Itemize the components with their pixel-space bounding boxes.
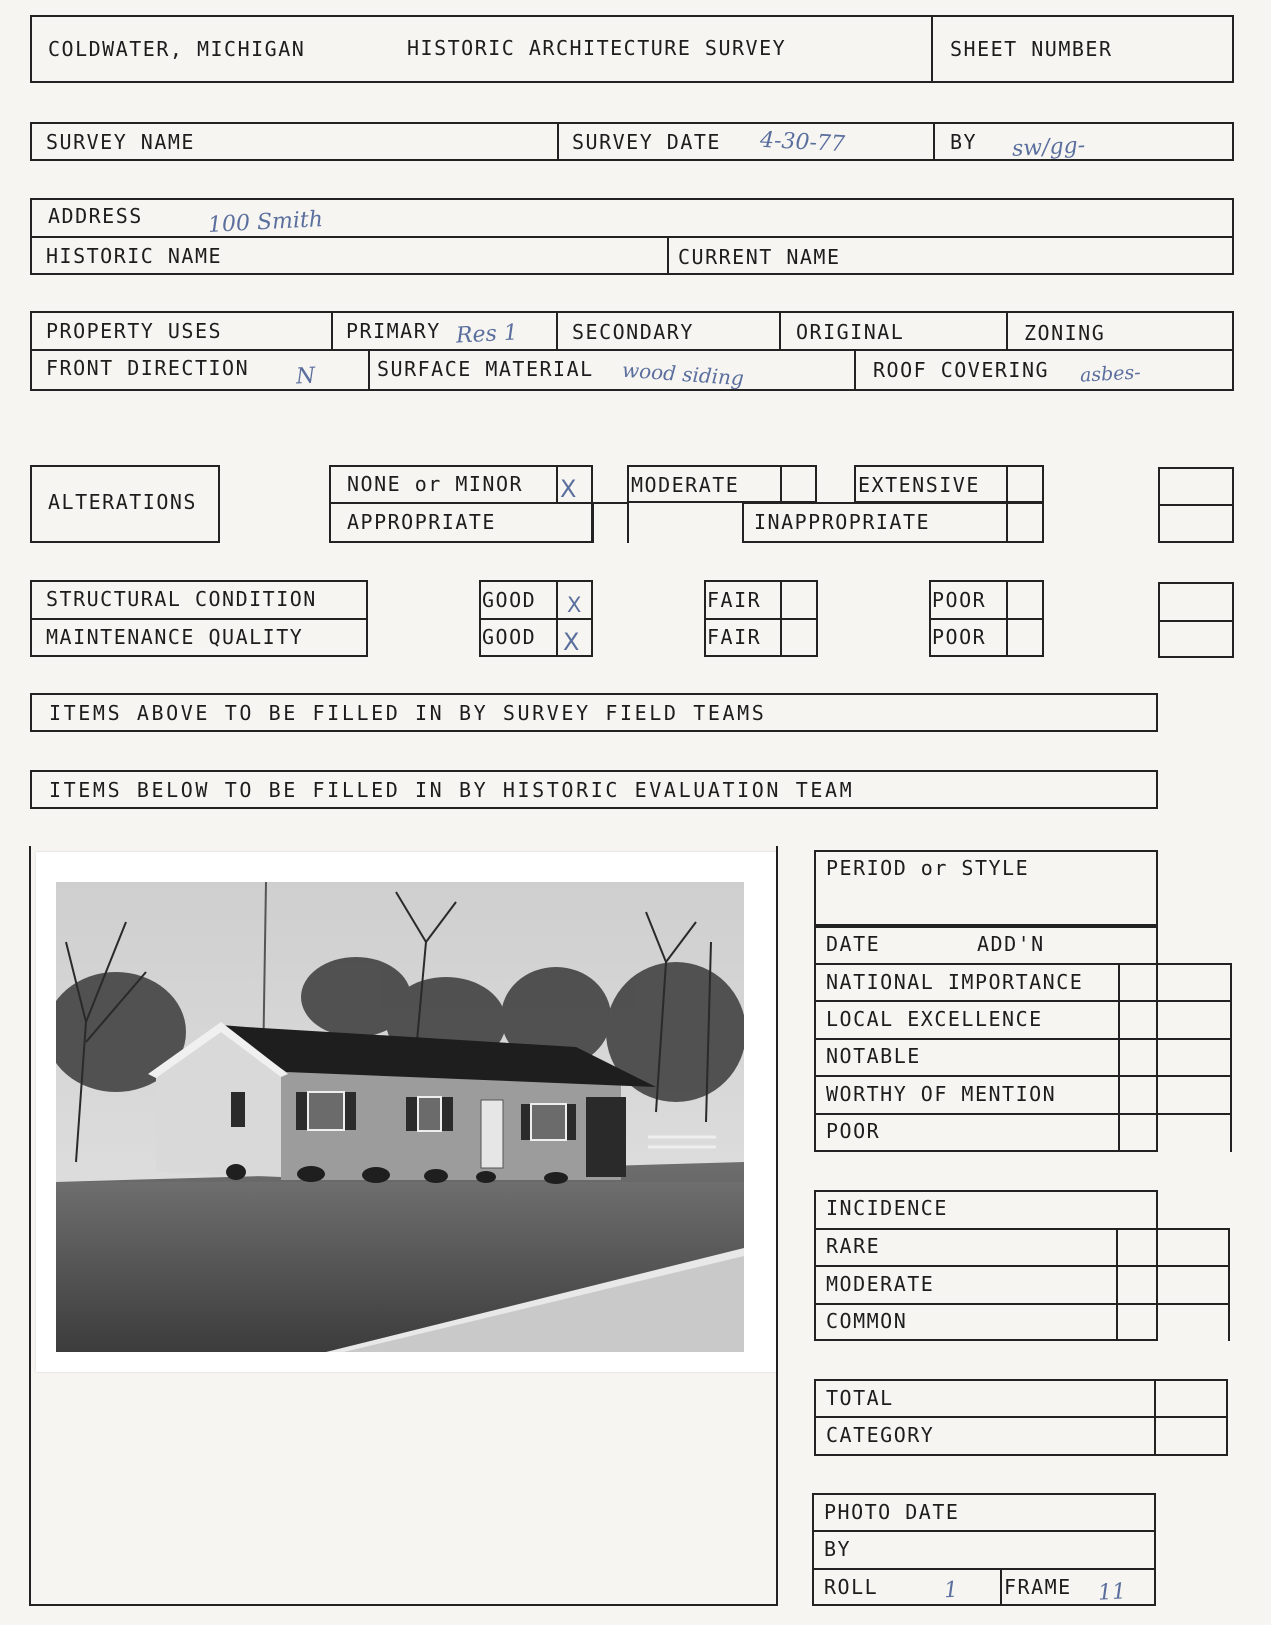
city-label: COLDWATER, MICHIGAN [48, 37, 306, 61]
photo-info-row-1 [812, 1530, 1156, 1532]
incidence-col-1 [1116, 1228, 1118, 1341]
local-excellence-label: LOCAL EXCELLENCE [826, 1007, 1043, 1031]
incidence-label: INCIDENCE [826, 1196, 948, 1220]
incidence-moderate-label: MODERATE [826, 1272, 935, 1296]
address-value: 100 Smith [207, 207, 324, 238]
front-direction-label: FRONT DIRECTION [46, 356, 250, 380]
eval-row-3 [814, 1038, 1230, 1040]
property-divider-5 [368, 349, 370, 391]
appropriate-checkbox-top [592, 502, 627, 504]
eval-date-label: DATE [826, 932, 881, 956]
property-row-divider [30, 349, 1234, 351]
roll-value: 1 [943, 1577, 959, 1604]
eval-addn-label: ADD'N [977, 932, 1045, 956]
incidence-row-3 [814, 1303, 1230, 1305]
eval-poor-label: POOR [826, 1119, 881, 1143]
appropriate-checkbox-left [592, 502, 594, 543]
moderate-label: MODERATE [631, 473, 740, 497]
survey-divider-1 [557, 122, 559, 161]
condition-score-divider [1158, 620, 1234, 622]
eval-row-2 [814, 1000, 1230, 1002]
total-label: TOTAL [826, 1386, 894, 1410]
primary-label: PRIMARY [346, 319, 441, 343]
survey-divider-2 [933, 122, 935, 161]
incidence-row-2 [814, 1265, 1230, 1267]
eval-row-4 [814, 1075, 1230, 1077]
zoning-label: ZONING [1024, 321, 1106, 345]
incidence-col-2 [1228, 1228, 1230, 1341]
totals-row-divider [814, 1416, 1228, 1418]
eval-row-5 [814, 1113, 1230, 1115]
property-divider-3 [779, 311, 781, 349]
photo-area-left [29, 846, 31, 1606]
original-label: ORIGINAL [796, 320, 905, 344]
category-label: CATEGORY [826, 1423, 935, 1447]
structural-poor-label: POOR [932, 588, 987, 612]
maintenance-fair-label: FAIR [707, 625, 762, 649]
property-divider-2 [556, 311, 558, 349]
address-label: ADDRESS [48, 204, 143, 228]
structural-good-checkbox[interactable]: X [567, 593, 582, 617]
photo-mount [36, 852, 776, 1372]
header-divider [931, 15, 933, 83]
sheet-number-label: SHEET NUMBER [950, 37, 1113, 61]
roof-covering-label: ROOF COVERING [873, 358, 1050, 382]
photo-by-label: BY [824, 1537, 852, 1561]
none-minor-label: NONE or MINOR [347, 472, 524, 496]
eval-row-1 [814, 963, 1230, 965]
maintenance-good-checkbox[interactable]: X [563, 628, 580, 656]
historic-name-label: HISTORIC NAME [46, 244, 223, 268]
surface-material-value: wood siding [621, 357, 745, 391]
property-uses-label: PROPERTY USES [46, 319, 223, 343]
inappropriate-checkbox[interactable] [1008, 504, 1042, 541]
extensive-checkbox[interactable] [1008, 467, 1042, 501]
property-divider-6 [854, 349, 856, 391]
extensive-label: EXTENSIVE [858, 473, 980, 497]
form-title: HISTORIC ARCHITECTURE SURVEY [407, 36, 787, 60]
structural-condition-label: STRUCTURAL CONDITION [46, 587, 317, 611]
evaluation-team-note: ITEMS BELOW TO BE FILLED IN BY HISTORIC EVALUATION TEAM [49, 778, 855, 802]
front-direction-value: N [295, 363, 316, 390]
worthy-of-mention-label: WORTHY OF MENTION [826, 1082, 1057, 1106]
house-photo [56, 882, 744, 1352]
rare-label: RARE [826, 1234, 881, 1258]
none-minor-row-divider [329, 502, 593, 504]
condition-row-divider [30, 618, 368, 620]
totals-col [1154, 1379, 1156, 1456]
field-teams-note: ITEMS ABOVE TO BE FILLED IN BY SURVEY FIELD TEAMS [49, 701, 767, 725]
incidence-row-1 [814, 1228, 1230, 1230]
appropriate-label: APPROPRIATE [347, 510, 496, 534]
alterations-label: ALTERATIONS [48, 490, 197, 514]
notable-label: NOTABLE [826, 1044, 921, 1068]
maintenance-fair-checkbox[interactable] [782, 620, 816, 655]
eval-col-1 [1118, 963, 1120, 1152]
property-divider-1 [331, 311, 333, 349]
photo-area-right [776, 846, 778, 1606]
roll-label: ROLL [824, 1575, 879, 1599]
current-name-label: CURRENT NAME [678, 245, 841, 269]
maintenance-poor-checkbox[interactable] [1008, 620, 1042, 655]
property-divider-4 [1006, 311, 1008, 349]
frame-value: 11 [1097, 1579, 1127, 1606]
address-divider [667, 236, 669, 275]
good-row-divider [479, 618, 593, 620]
common-label: COMMON [826, 1309, 908, 1333]
structural-poor-checkbox[interactable] [1008, 582, 1042, 617]
secondary-label: SECONDARY [572, 320, 694, 344]
maintenance-quality-label: MAINTENANCE QUALITY [46, 625, 304, 649]
roof-covering-value: asbes- [1079, 361, 1142, 387]
eval-col-2 [1230, 963, 1232, 1152]
maintenance-good-label: GOOD [482, 625, 537, 649]
survey-date-label: SURVEY DATE [572, 130, 721, 154]
photo-info-col [1000, 1568, 1002, 1606]
survey-by-value: sw/gg- [1011, 133, 1086, 162]
maintenance-poor-label: POOR [932, 625, 987, 649]
appropriate-checkbox-right [627, 502, 629, 543]
photo-area-bottom [29, 1604, 778, 1606]
inappropriate-label: INAPPROPRIATE [754, 510, 931, 534]
photo-date-label: PHOTO DATE [824, 1500, 960, 1524]
period-style-label: PERIOD or STYLE [826, 856, 1030, 880]
none-minor-checkbox[interactable]: X [560, 475, 577, 503]
frame-label: FRAME [1004, 1575, 1072, 1599]
national-importance-label: NATIONAL IMPORTANCE [826, 970, 1084, 994]
moderate-checkbox[interactable] [782, 467, 815, 501]
structural-fair-checkbox[interactable] [782, 582, 816, 617]
structural-fair-label: FAIR [707, 588, 762, 612]
surface-material-label: SURFACE MATERIAL [377, 357, 594, 381]
photo-info-row-2 [812, 1568, 1156, 1570]
primary-value: Res 1 [455, 320, 519, 349]
good-checkbox-divider [556, 580, 558, 657]
alterations-score-divider [1158, 504, 1234, 506]
survey-by-label: BY [950, 130, 978, 154]
structural-good-label: GOOD [482, 588, 537, 612]
survey-name-label: SURVEY NAME [46, 130, 195, 154]
none-minor-checkbox-divider [556, 465, 558, 502]
survey-date-value: 4-30-77 [759, 127, 846, 158]
